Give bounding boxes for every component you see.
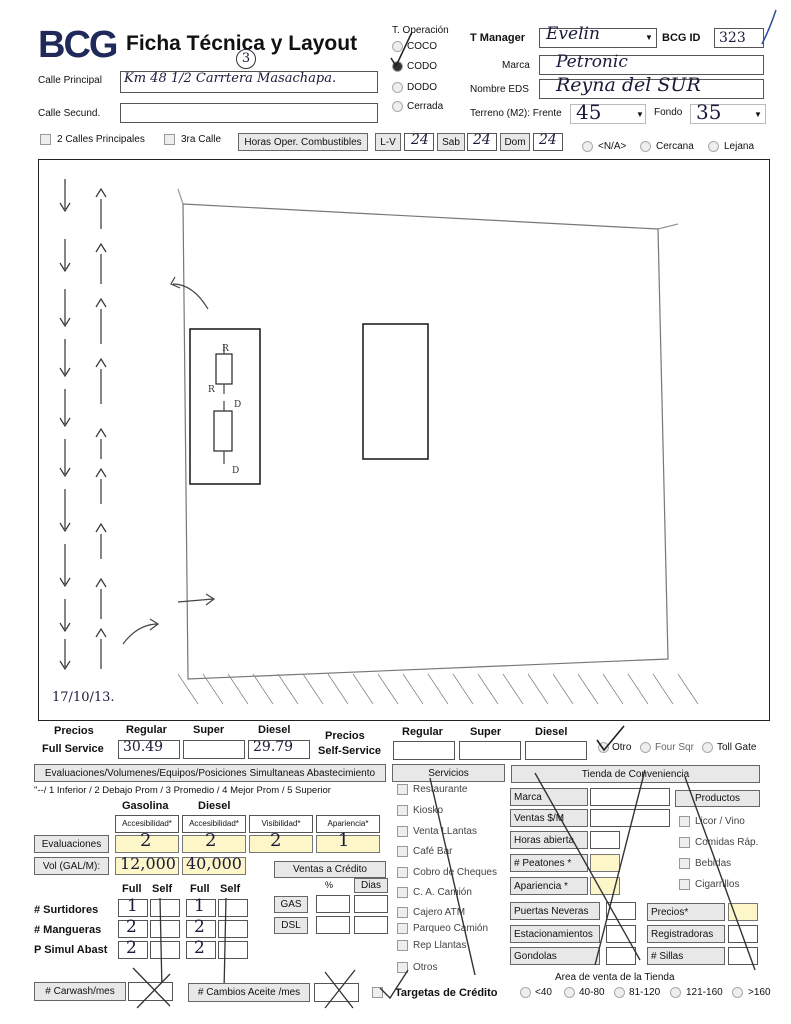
full-diesel-value: 29.79 [253,739,294,755]
tienda-registradoras-label: Registradoras [647,925,725,943]
dias-label: Dias [354,878,388,893]
dsl-pct-field[interactable] [316,916,350,934]
tienda-peatones-label: # Peatones * [510,854,588,872]
eval-text-4: 1 [338,830,350,851]
codo-checkmark [388,30,418,70]
serv-label-2: Kiosko [413,805,444,816]
mode-tollgate-label: Toll Gate [717,742,757,753]
dom-value: 24 [539,132,557,148]
tienda-ventas-label: Ventas $/M [510,809,588,827]
area-label-4: 121-160 [686,987,723,998]
area-radio-3[interactable] [614,987,625,998]
eval-col-header-2: Accesibilidad* [182,815,246,833]
serv-label-7: Cajero ATM [413,907,466,918]
dsl-label: DSL [274,917,308,934]
area-label-1: <40 [535,987,552,998]
serv-label-10: Otros [413,962,438,973]
op-coco-label: COCO [407,41,437,52]
carwash-button[interactable]: # Carwash/mes [34,982,126,1001]
full-regular-label: Regular [126,724,167,736]
tienda-sillas-label: # Sillas [647,947,725,965]
prod-label-2: Comidas Ráp. [695,837,759,848]
area-venta-label: Area de venta de la Tienda [555,972,675,983]
layout-date: 17/10/13. [52,690,115,705]
calle-principal-label: Calle Principal [38,75,102,86]
calle-secund-field[interactable] [120,103,378,123]
full-col-label-2: Full [190,883,210,895]
vol-row-label: Vol (GAL/M): [34,857,109,875]
fondo-value: 35 [696,100,722,124]
area-label-2: 40-80 [579,987,605,998]
mode-otro-label: Otro [612,742,632,753]
full-col-label-1: Full [122,883,142,895]
prod-label-3: Bebidas [695,858,732,869]
eval-col-header-3: Visibilidad* [249,815,313,833]
tienda-apariencia-label: Apariencia * [510,877,588,895]
vol-diesel-value: 40,000 [186,854,242,873]
mangueras-label: # Mangueras [34,924,102,936]
frente-value: 45 [576,100,602,124]
tienda-strike [510,765,770,975]
area-radio-4[interactable] [670,987,681,998]
area-label-5: >160 [748,987,771,998]
tienda-precios-label: Precios* [647,903,725,921]
prox-cercana-label: Cercana [656,141,694,152]
area-radio-5[interactable] [732,987,743,998]
tienda-neveras-label: Puertas Neveras [510,902,600,920]
dsl-dias-field[interactable] [354,916,388,934]
prox-na-label: <N/A> [598,141,627,152]
evaluaciones-scale: "--/ 1 Inferior / 2 Debajo Prom / 3 Promedio / 4 Mejor Prom / 5 Superior [34,785,331,796]
self-super-label: Super [470,726,502,738]
evaluaciones-header-button[interactable]: Evaluaciones/Volumenes/Equipos/Posiciones Simultaneas Abastecimiento [34,764,386,782]
manager-dropdown-icon[interactable]: ▼ [645,33,653,42]
operacion-label: T. Operación [392,25,449,36]
op-dodo-label: DODO [407,82,437,93]
op-codo-label: CODO [407,61,437,72]
self-super-field[interactable] [459,741,521,760]
calle-secund-label: Calle Secund. [38,108,101,119]
frente-dropdown-icon[interactable]: ▼ [636,110,644,119]
svg-text:R: R [208,385,215,395]
dom-label: Dom [500,133,530,151]
eval-text-2: 2 [205,830,217,851]
manager-value: Evelin [546,24,600,44]
svg-text:R: R [222,344,229,354]
calle-principal-value: Km 48 1/2 Carrtera Masachapa. [124,71,337,86]
gasolina-label: Gasolina [122,800,169,812]
productos-button[interactable]: Productos [675,790,760,807]
bcg-logo: BCG [38,24,117,66]
surtidores-label: # Surtidores [34,904,99,916]
prox-lejana-radio[interactable] [708,141,719,152]
mode-tollgate-radio[interactable] [702,742,713,753]
mang-full-gas-value: 2 [126,917,137,937]
self-diesel-field[interactable] [525,741,587,760]
prox-na-radio[interactable] [582,141,593,152]
full-super-label: Super [193,724,225,736]
serv-label-1: Restaurante [413,784,468,795]
op-cerrada-radio[interactable] [392,101,403,112]
self-col-label-2: Self [220,883,241,895]
self-regular-field[interactable] [393,741,455,760]
svg-text:D: D [232,466,240,476]
prox-cercana-radio[interactable] [640,141,651,152]
surt-full-dsl-value: 1 [194,896,205,916]
op-cerrada-label: Cerrada [407,101,444,112]
gas-pct-field[interactable] [316,895,350,913]
full-super-field[interactable] [183,740,245,759]
gas-dias-field[interactable] [354,895,388,913]
serv-label-9: Rep Llantas [413,940,467,951]
marca-value: Petronic [556,52,628,72]
tienda-horas-label: Horas abierta [510,831,588,849]
precios-full-label: Precios [54,725,94,737]
mang-full-dsl-value: 2 [194,917,205,937]
pct-label: % [325,880,334,890]
horas-oper-button[interactable]: Horas Oper. Combustibles [238,133,368,151]
eval-row-label: Evaluaciones [34,835,109,853]
terreno-label: Terreno (M2): Frente [470,108,562,119]
layout-sketch [38,159,770,721]
eval-col-header-4: Apariencia* [316,815,380,833]
precios-full-label2: Full Service [42,743,104,755]
area-label-3: 81-120 [629,987,661,998]
gas-label: GAS [274,896,308,913]
prod-label-1: Licor / Vino [695,816,745,827]
lv-label: L-V [375,133,401,151]
tienda-header-button[interactable]: Tienda de Conveniencia [511,765,760,783]
full-diesel-label: Diesel [258,724,291,736]
serv-label-3: Venta LLantas [413,826,477,837]
area-radio-1[interactable] [520,987,531,998]
circled-note: 3 [236,49,256,69]
corner-pen-mark [760,8,780,48]
svg-text:D: D [234,400,242,410]
nombre-eds-value: Reyna del SUR [556,74,701,96]
bcg-id-value: 323 [719,30,746,46]
self-col-label-1: Self [152,883,173,895]
otro-checkmark [594,724,634,754]
fondo-label: Fondo [654,107,683,118]
prox-lejana-label: Lejana [724,141,755,152]
surt-full-gas-value: 1 [127,896,138,916]
precios-self-label2: Self-Service [318,745,381,757]
bcg-id-label: BCG ID [662,32,701,44]
tarjetas-label: Targetas de Crédito [395,987,498,999]
precios-self-label: Precios [325,730,365,742]
self-diesel-label: Diesel [535,726,568,738]
marca-label: Marca [502,60,530,71]
self-regular-label: Regular [402,726,443,738]
servicios-header-button[interactable]: Servicios [392,764,505,782]
ventas-credito-button[interactable]: Ventas a Crédito [274,861,386,878]
nombre-eds-label: Nombre EDS [470,84,529,95]
sab-label: Sab [437,133,465,151]
tercera-calle-label: 3ra Calle [181,134,222,145]
mode-foursqr-label: Four Sqr [655,742,694,753]
eval-text-1: 2 [140,830,152,851]
eval-col-header-1: Accesibilidad* [115,815,179,833]
page-title: Ficha Técnica y Layout [126,32,358,55]
lv-value: 24 [411,132,429,148]
tienda-gondolas-label: Gondolas [510,947,600,965]
diesel-eval-label: Diesel [198,800,231,812]
simul-full-dsl-value: 2 [194,938,205,958]
tienda-marca-label: Marca [510,788,588,806]
manager-label: T Manager [470,32,526,44]
fondo-dropdown-icon[interactable]: ▼ [754,110,762,119]
crossed-out-marks [125,962,385,1012]
simul-full-gas-value: 2 [126,938,137,958]
op-dodo-radio[interactable] [392,82,403,93]
serv-label-4: Café Bar [413,846,453,857]
sab-value: 24 [473,132,491,148]
prod-label-4: Cigarrillos [695,879,740,890]
dos-calles-checkbox[interactable] [40,134,51,145]
servicios-strike [400,770,500,1010]
vol-gasolina-value: 12,000 [120,854,176,873]
area-radio-2[interactable] [564,987,575,998]
serv-label-6: C. A. Camión [413,887,472,898]
cambios-aceite-button[interactable]: # Cambios Aceite /mes [188,983,310,1002]
tercera-calle-checkbox[interactable] [164,134,175,145]
full-regular-value: 30.49 [123,739,164,755]
serv-label-5: Cobro de Cheques [413,867,497,878]
eval-text-3: 2 [270,830,282,851]
serv-label-8: Parqueo Camión [413,923,489,934]
dos-calles-label: 2 Calles Principales [57,134,145,145]
mode-foursqr-radio[interactable] [640,742,651,753]
simul-label: P Simul Abast [34,944,108,956]
tienda-estacionamientos-label: Estacionamientos [510,925,600,943]
